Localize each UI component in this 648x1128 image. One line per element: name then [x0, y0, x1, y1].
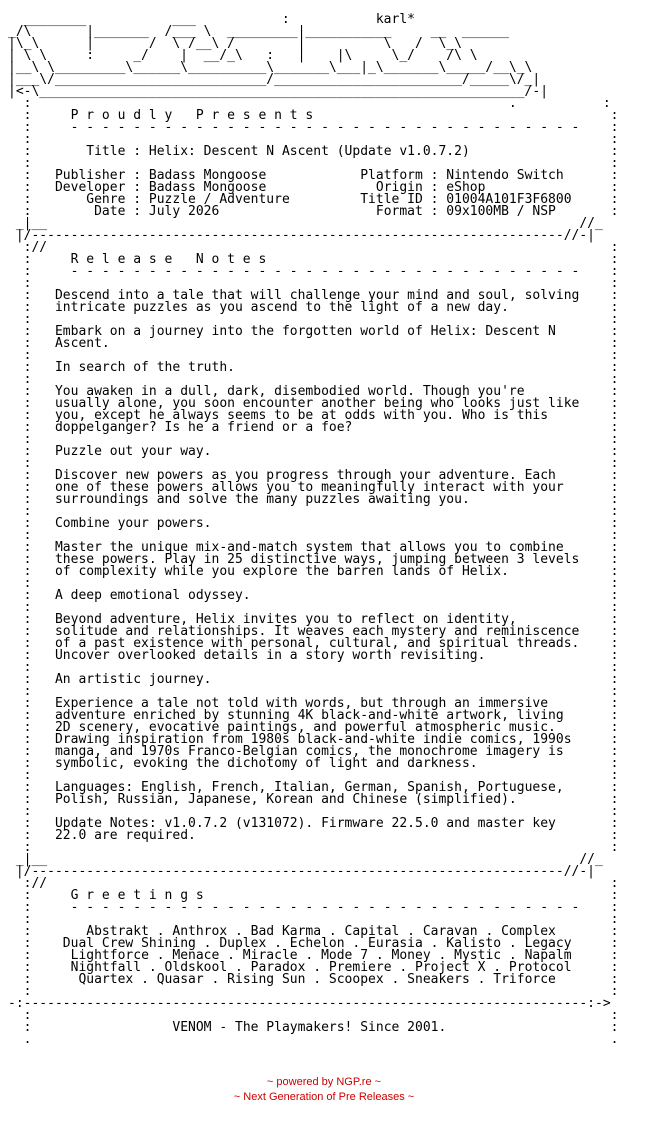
frame-border-right: : — [571, 948, 619, 963]
frame-border-left: : — [8, 120, 71, 135]
ascii-logo-line: |\_\ | / \ /__\ / | \ / \_\ — [8, 36, 462, 51]
frame-border-right: : — [555, 924, 619, 939]
frame-blank-line: : : — [8, 660, 619, 675]
footer-tagline: ~ Next Generation of Pre Releases ~ — [233, 1091, 415, 1103]
frame-border-right: : — [563, 744, 619, 759]
frame-divider-bottom: :// : — [8, 876, 619, 891]
frame-blank-line: : : — [8, 312, 619, 327]
frame-border-right: : — [211, 444, 619, 459]
release-notes-line-text: Embark on a journey into the forgotten world of Helix: Descent N — [54, 324, 556, 339]
frame-border-right: : — [508, 300, 619, 315]
release-notes-line-text: Uncover overlooked details in a story worth revisiting. — [54, 648, 486, 663]
section-rule-text: - - - - - - - - - - - - - - - - - - - - - - - - - - - - - - - - - — [70, 900, 580, 915]
release-notes-line-text: Master the unique mix-and-match system that allows you to combine — [54, 540, 564, 555]
frame-border-right: : — [352, 420, 619, 435]
frame-border-left: : — [8, 792, 55, 807]
frame-border-left: : — [8, 744, 55, 759]
frame-blank-line: : : — [8, 132, 619, 147]
frame-border-left: : — [8, 936, 63, 951]
frame-border-left: : — [8, 108, 71, 123]
frame-blank-line: : : — [8, 600, 619, 615]
release-info-line-text: Date : July 2026 Format : 09x100MB / NSP — [54, 204, 556, 219]
frame-blank-line: : : — [8, 504, 619, 519]
frame-border-right: : — [571, 732, 619, 747]
frame-border-left: : — [8, 888, 71, 903]
frame-border-right: : — [579, 288, 619, 303]
frame-border-left: : — [8, 444, 55, 459]
frame-border-right: : — [555, 468, 619, 483]
frame-border-right: : — [446, 1020, 619, 1035]
frame-blank-line: : : — [8, 528, 619, 543]
frame-border-left: : — [8, 732, 55, 747]
frame-border-left: : — [8, 960, 71, 975]
frame-border-right: : — [563, 168, 619, 183]
frame-border-left: : — [8, 972, 79, 987]
frame-border-left: : — [8, 924, 87, 939]
ascii-logo-line: _/\ |_______ /___ \ _________|___________ __ ______ — [8, 24, 509, 39]
greetings-line-text: Nightfall . Oldskool . Paradox . Premiere . Project X . Protocol — [70, 960, 572, 975]
frame-border-right: : — [211, 672, 619, 687]
frame-blank-line: : : — [8, 1008, 619, 1023]
release-notes-line-text: Ascent. — [54, 336, 110, 351]
frame-top-edge: : . : — [8, 96, 611, 111]
frame-border-left: : — [8, 708, 55, 723]
greetings-line-text: Dual Crew Shining . Duplex . Echelon . Eurasia . Kalisto . Legacy — [62, 936, 572, 951]
frame-border-left: : — [8, 384, 55, 399]
frame-border-right: : — [571, 192, 619, 207]
frame-blank-line: : : — [8, 432, 619, 447]
frame-border-left: : — [8, 252, 71, 267]
frame-border-left: : — [8, 204, 55, 219]
frame-border-right: : — [477, 756, 619, 771]
frame-border-right: : — [195, 828, 619, 843]
release-notes-line-text: Polish, Russian, Japanese, Korean and Chinese (simplified). — [54, 792, 517, 807]
frame-border-left: : — [8, 564, 55, 579]
frame-border-right: : — [516, 792, 619, 807]
frame-blank-line: : : — [8, 348, 619, 363]
frame-border-right: : — [555, 204, 619, 219]
frame-border-left: : — [8, 288, 55, 303]
frame-border-right: : — [485, 180, 619, 195]
release-notes-line-text: Discover new powers as you progress through your adventure. Each — [54, 468, 556, 483]
frame-border-right: : — [563, 540, 619, 555]
frame-border-left: : — [8, 636, 55, 651]
frame-divider-bottom: :// : — [8, 240, 619, 255]
release-notes-line-text: solitude and relationships. It weaves each mystery and reminiscence — [54, 624, 580, 639]
frame-blank-line: : : — [8, 912, 619, 927]
release-notes-line-text: 22.0 are required. — [54, 828, 196, 843]
frame-blank-line: : : — [8, 684, 619, 699]
frame-border-right: : — [579, 396, 619, 411]
release-info-line-text: Developer : Badass Mongoose Origin : eShop — [54, 180, 486, 195]
greetings-line-text: Lightforce . Menace . Miracle . Mode 7 . Money . Mystic . Napalm — [70, 948, 572, 963]
frame-bottom-edge: . . — [8, 1032, 619, 1047]
frame-border-right: : — [579, 552, 619, 567]
frame-border-right: : — [469, 492, 619, 507]
frame-border-left: : — [8, 948, 71, 963]
frame-border-right: : — [234, 360, 619, 375]
frame-border-left: : — [8, 672, 55, 687]
frame-border-left: : — [8, 396, 55, 411]
frame-divider-top: _|__ //_ — [8, 852, 611, 867]
frame-blank-line: : : — [8, 840, 619, 855]
frame-border-right: : — [109, 336, 619, 351]
frame-border-left: : — [8, 144, 87, 159]
ascii-logo-line: |<-\______________________________________________________________/-| — [8, 84, 549, 99]
ascii-logo-line: | \ \ : _/ | __/_\ : | |\ \_/ /\ \ — [8, 48, 478, 63]
nfo-document — [8, 14, 644, 1054]
frame-border-left: : — [8, 324, 55, 339]
release-notes-line-text: Puzzle out your way. — [54, 444, 212, 459]
frame-border-left: : — [8, 540, 55, 555]
frame-border-right: : — [485, 648, 619, 663]
release-notes-line-text: one of these powers allows you to meaningfully interact with your — [54, 480, 564, 495]
frame-border-right: : — [571, 960, 619, 975]
release-notes-line-text: An artistic journey. — [54, 672, 212, 687]
frame-border-right: : — [563, 480, 619, 495]
frame-blank-line: : : — [8, 276, 619, 291]
frame-blank-line: : : — [8, 456, 619, 471]
release-info-line-text: Genre : Puzzle / Adventure Title ID : 01004A101F3F6800 — [54, 192, 572, 207]
frame-border-left: : — [8, 180, 55, 195]
ascii-logo-line: ________ ___ : karl* — [8, 12, 415, 27]
release-notes-line-text: Update Notes: v1.0.7.2 (v131072). Firmware 22.5.0 and master key — [54, 816, 556, 831]
frame-border-left: : — [8, 900, 71, 915]
release-notes-line-text: Languages: English, French, Italian, German, Spanish, Portuguese, — [54, 780, 564, 795]
release-notes-line-text: manga, and 1970s Franco-Belgian comics, the monochrome imagery is — [54, 744, 564, 759]
frame-border-right: : — [524, 384, 619, 399]
release-title-text: Title : Helix: Descent N Ascent (Update v1.0.7.2) — [86, 144, 470, 159]
frame-border-right: : — [313, 108, 619, 123]
release-notes-line-text: of complexity while you explore the barren lands of Helix. — [54, 564, 509, 579]
release-notes-line-text: you, except he always seems to be at odds with you. Who is this — [54, 408, 549, 423]
section-rule-text: - - - - - - - - - - - - - - - - - - - - - - - - - - - - - - - - - — [70, 120, 580, 135]
release-notes-line-text: adventure enriched by stunning 4K black-and-white artwork, living — [54, 708, 564, 723]
release-notes-line-text: A deep emotional odyssey. — [54, 588, 251, 603]
frame-border-left: : — [8, 828, 55, 843]
frame-border-left: : — [8, 264, 71, 279]
greetings-line-text: Abstrakt . Anthrox . Bad Karma . Capital . Caravan . Complex — [86, 924, 556, 939]
frame-border-right: : — [579, 636, 619, 651]
frame-border-left: : — [8, 648, 55, 663]
frame-border-left: : — [8, 756, 55, 771]
release-notes-line-text: of a past existence with personal, cultural, and spiritual threads. — [54, 636, 580, 651]
frame-border-right: : — [266, 252, 619, 267]
release-notes-line-text: intricate puzzles as you ascend to the light of a new day. — [54, 300, 509, 315]
frame-border-left: : — [8, 552, 55, 567]
frame-border-left: : — [8, 168, 55, 183]
frame-border-left: : — [8, 696, 55, 711]
release-notes-line-text: usually alone, you soon encounter another being who looks just like — [54, 396, 580, 411]
release-notes-line-text: Combine your powers. — [54, 516, 212, 531]
frame-border-right: : — [555, 720, 619, 735]
frame-border-left: : — [8, 336, 55, 351]
section-heading-release-notes-text: R e l e a s e N o t e s — [70, 252, 267, 267]
release-notes-line-text: surroundings and solve the many puzzles awaiting you. — [54, 492, 470, 507]
frame-border-right: : — [555, 972, 619, 987]
frame-border-left: : — [8, 780, 55, 795]
frame-border-right: : — [555, 324, 619, 339]
frame-border-left: : — [8, 624, 55, 639]
frame-border-right: : — [508, 564, 619, 579]
frame-border-left: : — [8, 360, 55, 375]
section-rule-text: - - - - - - - - - - - - - - - - - - - - - - - - - - - - - - - - - — [70, 264, 580, 279]
frame-divider: |/--------------------------------------------------------------------//-| — [8, 228, 603, 243]
frame-border-right: : — [563, 780, 619, 795]
release-notes-line-text: Experience a tale not told with words, but through an immersive — [54, 696, 549, 711]
frame-border-right: : — [579, 624, 619, 639]
frame-border-right: : — [469, 144, 619, 159]
frame-border-left: : — [8, 816, 55, 831]
frame-border-right: : — [579, 120, 619, 135]
release-notes-line-text: these powers. Play in 25 distinctive ways, jumping between 3 levels — [54, 552, 580, 567]
frame-border-right: : — [555, 816, 619, 831]
frame-border-right: : — [548, 696, 619, 711]
release-notes-line-text: symbolic, evoking the dichotomy of light and darkness. — [54, 756, 478, 771]
frame-border-left: : — [8, 516, 55, 531]
frame-border-left: : — [8, 1020, 173, 1035]
frame-border-left: : — [8, 408, 55, 423]
release-info-line-text: Publisher : Badass Mongoose Platform : Nintendo Switch — [54, 168, 564, 183]
release-notes-line-text: Drawing inspiration from 1980s black-and-white indie comics, 1990s — [54, 732, 572, 747]
release-notes-line-text: In search of the truth. — [54, 360, 235, 375]
frame-border-left: : — [8, 300, 55, 315]
frame-blank-line: : : — [8, 804, 619, 819]
frame-border-right: : — [563, 708, 619, 723]
frame-blank-line: : : — [8, 156, 619, 171]
release-notes-line-text: Descend into a tale that will challenge your mind and soul, solving — [54, 288, 580, 303]
frame-border-right: : — [516, 612, 619, 627]
frame-border-left: : — [8, 612, 55, 627]
frame-border-left: : — [8, 420, 55, 435]
frame-blank-line: : : — [8, 576, 619, 591]
frame-border-right: : — [579, 900, 619, 915]
greetings-line-text: Quartex . Quasar . Rising Sun . Scoopex . Sneakers . Triforce — [78, 972, 556, 987]
frame-blank-line: : : — [8, 372, 619, 387]
frame-blank-line: : : — [8, 768, 619, 783]
frame-divider: |/--------------------------------------------------------------------//-| — [8, 864, 603, 879]
footer-powered-by: ~ powered by NGP.re ~ — [266, 1076, 382, 1088]
frame-border-right: : — [203, 888, 619, 903]
release-notes-line-text: You awaken in a dull, dark, disembodied world. Though you're — [54, 384, 525, 399]
frame-border-left: : — [8, 468, 55, 483]
release-notes-line-text: Beyond adventure, Helix invites you to reflect on identity, — [54, 612, 517, 627]
frame-border-left: : — [8, 720, 55, 735]
closing-tagline-text: VENOM - The Playmakers! Since 2001. — [172, 1020, 447, 1035]
ascii-logo-line: |___\/___________________________/________________________/_____\/_| — [8, 72, 541, 87]
frame-border-left: : — [8, 192, 55, 207]
frame-border-left: : — [8, 588, 55, 603]
section-heading-greetings-text: G r e e t i n g s — [70, 888, 204, 903]
frame-border-left: : — [8, 492, 55, 507]
ascii-logo-line: |__\ \_________\______\__________\_______\___|_\_______\_____/__\_\ — [8, 60, 533, 75]
frame-border-right: : — [548, 408, 619, 423]
release-notes-line-text: doppelganger? Is he a friend or a foe? — [54, 420, 353, 435]
section-heading-presents-text: P r o u d l y P r e s e n t s — [70, 108, 314, 123]
frame-border-right: : — [579, 264, 619, 279]
frame-divider-top: _|__ //_ — [8, 216, 611, 231]
frame-border-right: : — [250, 588, 619, 603]
frame-border-right: : — [211, 516, 619, 531]
frame-border-left: : — [8, 480, 55, 495]
frame-blank-line: : : — [8, 984, 619, 999]
release-notes-line-text: 2D scenery, evocative paintings, and powerful atmospheric music. — [54, 720, 556, 735]
frame-border-right: : — [571, 936, 619, 951]
frame-bottom-divider: -:------------------------------------------------------------------------:-> — [8, 996, 611, 1011]
